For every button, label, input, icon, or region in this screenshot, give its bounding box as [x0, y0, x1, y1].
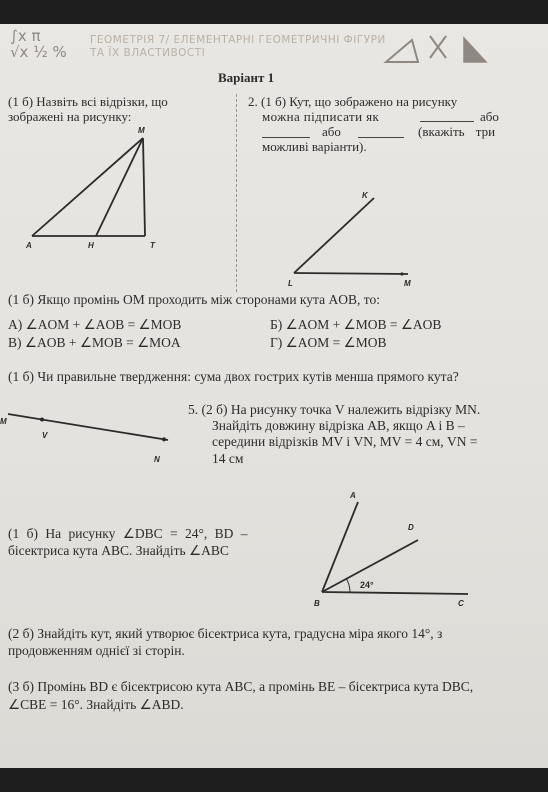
task2-text-line2a: можна підписати як: [262, 109, 380, 124]
blank-3: [358, 137, 404, 138]
label-A2: A: [350, 491, 356, 500]
ray-BA: [322, 502, 358, 592]
task6-text-line1: (1 б) На рисунку ∠DBC = 24°, BD –: [8, 526, 248, 541]
label-A: A: [26, 241, 32, 250]
task3-option-v: В) ∠AOB + ∠MOB = ∠MOA: [8, 335, 181, 350]
ray-LM: [294, 273, 408, 274]
task5-text-line4: 14 см: [212, 451, 244, 466]
segment-AM: [32, 138, 143, 236]
label-C: C: [458, 599, 464, 608]
blank-2: [262, 137, 310, 138]
label-K: K: [362, 191, 368, 200]
label-B: B: [314, 599, 320, 608]
label-L: L: [288, 279, 293, 288]
header-title: ГЕОМЕТРІЯ 7/ ЕЛЕМЕНТАРНІ ГЕОМЕТРИЧНІ ФІГУРИ ТА ЇХ ВЛАСТИВОСТІ: [90, 34, 386, 59]
label-D: D: [408, 523, 414, 532]
formula-icon: ∫x π √x ½ %: [10, 27, 67, 61]
task4-question: (1 б) Чи правильне твердження: сума двох гострих кутів менша прямого кута?: [8, 369, 459, 384]
task2-text-line3b: (вкажіть три: [418, 124, 496, 139]
worksheet-page: [0, 24, 548, 768]
task8-text-line2: ∠CBE = 16°. Знайдіть ∠ABD.: [8, 697, 184, 712]
label-H: H: [88, 241, 94, 250]
blank-1: [420, 121, 474, 122]
segment-MH: [96, 138, 143, 236]
task1-triangle-figure: [20, 122, 180, 252]
task2-angle-figure: [280, 186, 420, 296]
ray-LK: [294, 198, 374, 273]
variant-title: Варіант 1: [218, 70, 275, 85]
task7-text-line2: продовженням однієї зі сторін.: [8, 643, 185, 658]
task3-option-g: Г) ∠AOM = ∠MOB: [270, 335, 387, 350]
task5-text-line1: 5. (2 б) На рисунку точка V належить відрізку MN.: [188, 402, 481, 417]
task5-text-line2: Знайдіть довжину відрізка AB, якщо A і B –: [212, 418, 465, 433]
task7-text-line1: (2 б) Знайдіть кут, який утворює бісектриса кута, градусна міра якого 14°, з: [8, 626, 443, 641]
task3-option-b: Б) ∠AOM + ∠MOB = ∠AOB: [270, 317, 442, 332]
task3-question: (1 б) Якщо промінь OM проходить між сторонами кута AOB, то:: [8, 292, 380, 307]
task6-text-line2: бісектриса кута ABC. Знайдіть ∠ABC: [8, 543, 229, 558]
column-divider: [236, 94, 237, 292]
task1-text-line2: зображені на рисунку:: [8, 109, 132, 124]
segment-MN: [8, 414, 168, 440]
segment-MT: [143, 138, 145, 236]
angle-label: 24°: [360, 580, 374, 590]
label-V: V: [42, 431, 48, 440]
task5-text-line3: середини відрізків MV і VN, MV = 4 см, VN =: [212, 434, 478, 449]
label-M3: M: [0, 417, 7, 426]
task8-text-line1: (3 б) Промінь BD є бісектрисою кута ABC, а промінь BE – бісектриса кута DBC,: [8, 679, 474, 694]
task2-text-line3a: або: [322, 124, 341, 139]
label-M: M: [138, 126, 145, 135]
task6-angle-figure: [300, 484, 490, 614]
task3-option-a: А) ∠AOM + ∠AOB = ∠MOB: [8, 317, 182, 332]
task2-text-line4: можливі варіанти).: [262, 139, 367, 154]
label-T: T: [150, 241, 155, 250]
label-N: N: [154, 455, 160, 464]
ruler-compass-icon: [378, 28, 498, 68]
task2-text-line2b: або: [480, 109, 499, 124]
task1-text-line1: (1 б) Назвіть всі відрізки, що: [8, 94, 168, 109]
task2-text-line1: 2. (1 б) Кут, що зображено на рисунку: [248, 94, 458, 109]
task5-segment-figure: [0, 408, 190, 478]
ray-BC: [322, 592, 468, 594]
label-M2: M: [404, 279, 411, 288]
